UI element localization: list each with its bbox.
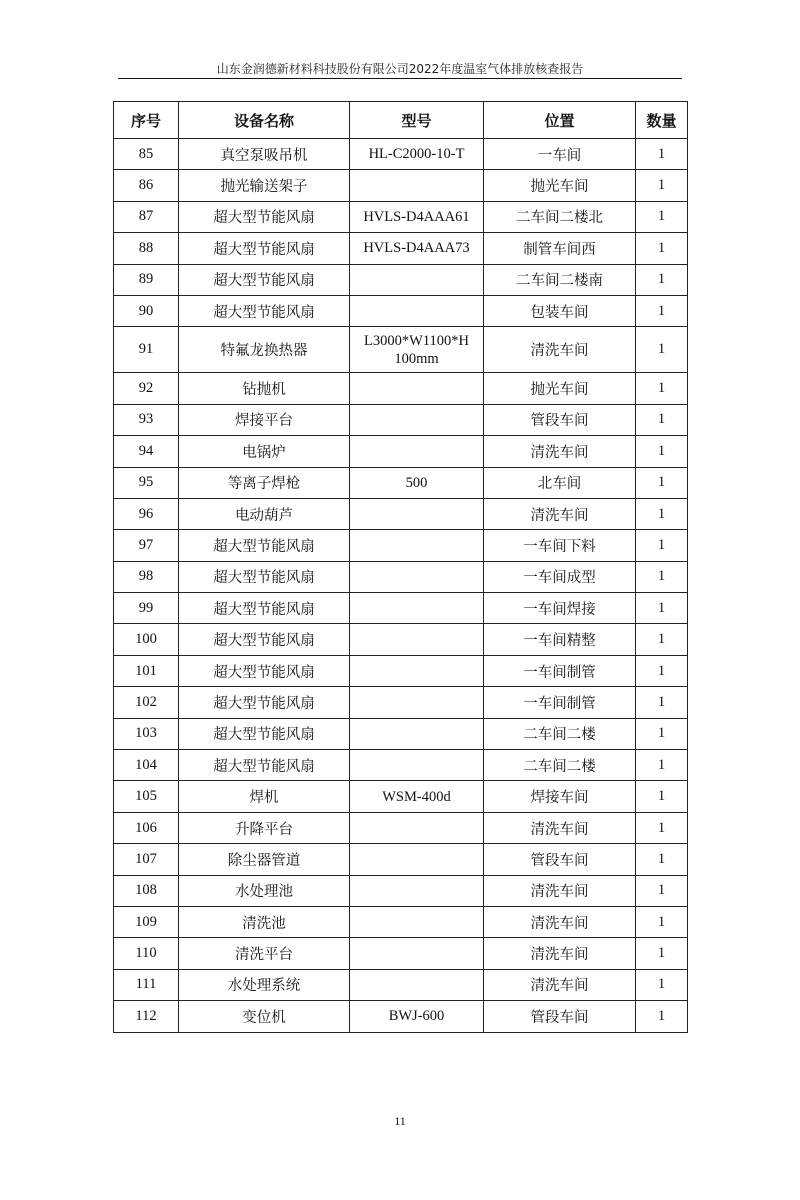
cell-device-name: 电动葫芦: [179, 498, 350, 529]
cell-model: BWJ-600: [350, 1001, 484, 1032]
cell-device-name: 超大型节能风扇: [179, 201, 350, 232]
page-header: 山东金润德新材料科技股份有限公司2022年度温室气体排放核查报告: [216, 62, 584, 76]
table-row: [114, 404, 688, 435]
cell-location: 一车间成型: [484, 561, 636, 592]
cell-model: [350, 561, 484, 592]
cell-index: 92: [114, 373, 179, 404]
table-row: [114, 624, 688, 655]
cell-location: 管段车间: [484, 1001, 636, 1032]
cell-device-name: 超大型节能风扇: [179, 655, 350, 686]
cell-model: [350, 436, 484, 467]
table-row: [114, 938, 688, 969]
cell-model: [350, 655, 484, 686]
column-header-model: 型号: [350, 102, 484, 139]
cell-device-name: 清洗平台: [179, 938, 350, 969]
cell-index: 103: [114, 718, 179, 749]
cell-index: 88: [114, 233, 179, 264]
cell-location: 制管车间西: [484, 233, 636, 264]
table-row: [114, 498, 688, 529]
cell-device-name: 超大型节能风扇: [179, 530, 350, 561]
cell-device-name: 超大型节能风扇: [179, 687, 350, 718]
table-row: [114, 718, 688, 749]
cell-model: [350, 498, 484, 529]
table-row: [114, 467, 688, 498]
cell-model: [350, 750, 484, 781]
cell-quantity: 1: [636, 295, 688, 326]
cell-quantity: 1: [636, 750, 688, 781]
cell-quantity: 1: [636, 687, 688, 718]
cell-device-name: 升降平台: [179, 812, 350, 843]
cell-quantity: 1: [636, 170, 688, 201]
cell-quantity: 1: [636, 938, 688, 969]
cell-location: 抛光车间: [484, 373, 636, 404]
cell-location: 清洗车间: [484, 498, 636, 529]
cell-quantity: 1: [636, 875, 688, 906]
cell-device-name: 超大型节能风扇: [179, 295, 350, 326]
cell-device-name: 清洗池: [179, 906, 350, 937]
column-header-device-name: 设备名称: [179, 102, 350, 139]
table-row: [114, 844, 688, 875]
cell-model: HVLS-D4AAA61: [350, 201, 484, 232]
cell-index: 89: [114, 264, 179, 295]
cell-device-name: 钻抛机: [179, 373, 350, 404]
page-number: 11: [394, 1114, 406, 1128]
cell-index: 100: [114, 624, 179, 655]
cell-quantity: 1: [636, 404, 688, 435]
cell-index: 108: [114, 875, 179, 906]
table-header-row: [114, 102, 688, 139]
table-row: [114, 687, 688, 718]
cell-index: 111: [114, 969, 179, 1000]
table-row: [114, 655, 688, 686]
cell-device-name: 除尘器管道: [179, 844, 350, 875]
cell-location: 包装车间: [484, 295, 636, 326]
cell-location: 一车间制管: [484, 687, 636, 718]
cell-quantity: 1: [636, 1001, 688, 1032]
cell-device-name: 变位机: [179, 1001, 350, 1032]
table-row: [114, 593, 688, 624]
cell-model: [350, 404, 484, 435]
cell-device-name: 等离子焊枪: [179, 467, 350, 498]
cell-location: 一车间制管: [484, 655, 636, 686]
cell-quantity: 1: [636, 624, 688, 655]
cell-device-name: 超大型节能风扇: [179, 750, 350, 781]
cell-model: [350, 844, 484, 875]
cell-device-name: 超大型节能风扇: [179, 233, 350, 264]
cell-location: 清洗车间: [484, 969, 636, 1000]
cell-index: 106: [114, 812, 179, 843]
table-row: [114, 561, 688, 592]
table-row: [114, 1001, 688, 1032]
cell-location: 一车间精整: [484, 624, 636, 655]
cell-device-name: 水处理池: [179, 875, 350, 906]
cell-model: [350, 875, 484, 906]
cell-location: 清洗车间: [484, 327, 636, 373]
cell-quantity: 1: [636, 718, 688, 749]
cell-quantity: 1: [636, 498, 688, 529]
cell-index: 86: [114, 170, 179, 201]
cell-model: [350, 969, 484, 1000]
cell-location: 管段车间: [484, 404, 636, 435]
cell-quantity: 1: [636, 844, 688, 875]
cell-model: WSM-400d: [350, 781, 484, 812]
column-header-location: 位置: [484, 102, 636, 139]
cell-location: 清洗车间: [484, 812, 636, 843]
cell-model: [350, 264, 484, 295]
cell-model: [350, 812, 484, 843]
table-row: [114, 969, 688, 1000]
cell-device-name: 焊机: [179, 781, 350, 812]
cell-index: 87: [114, 201, 179, 232]
cell-index: 112: [114, 1001, 179, 1032]
cell-index: 105: [114, 781, 179, 812]
cell-location: 管段车间: [484, 844, 636, 875]
cell-device-name: 抛光输送架子: [179, 170, 350, 201]
equipment-table: [113, 101, 688, 1033]
table-row: [114, 233, 688, 264]
table-body: [114, 139, 688, 1033]
cell-index: 104: [114, 750, 179, 781]
cell-index: 85: [114, 139, 179, 170]
cell-quantity: 1: [636, 201, 688, 232]
cell-model: HVLS-D4AAA73: [350, 233, 484, 264]
cell-index: 90: [114, 295, 179, 326]
table-row: [114, 170, 688, 201]
cell-location: 清洗车间: [484, 906, 636, 937]
cell-index: 102: [114, 687, 179, 718]
cell-quantity: 1: [636, 264, 688, 295]
header-rule: [118, 78, 682, 79]
cell-index: 97: [114, 530, 179, 561]
cell-device-name: 超大型节能风扇: [179, 561, 350, 592]
cell-quantity: 1: [636, 327, 688, 373]
cell-quantity: 1: [636, 139, 688, 170]
cell-location: 二车间二楼: [484, 718, 636, 749]
table-row: [114, 875, 688, 906]
cell-location: 抛光车间: [484, 170, 636, 201]
cell-model: [350, 170, 484, 201]
cell-location: 一车间焊接: [484, 593, 636, 624]
cell-location: 二车间二楼: [484, 750, 636, 781]
cell-quantity: 1: [636, 530, 688, 561]
cell-model: [350, 624, 484, 655]
table-row: [114, 201, 688, 232]
cell-location: 清洗车间: [484, 436, 636, 467]
cell-index: 101: [114, 655, 179, 686]
cell-index: 94: [114, 436, 179, 467]
cell-device-name: 电锅炉: [179, 436, 350, 467]
cell-index: 96: [114, 498, 179, 529]
cell-location: 焊接车间: [484, 781, 636, 812]
cell-model: [350, 593, 484, 624]
cell-device-name: 超大型节能风扇: [179, 593, 350, 624]
table-row: [114, 906, 688, 937]
cell-location: 二车间二楼北: [484, 201, 636, 232]
column-header-quantity: 数量: [636, 102, 688, 139]
cell-device-name: 焊接平台: [179, 404, 350, 435]
cell-device-name: 水处理系统: [179, 969, 350, 1000]
cell-quantity: 1: [636, 593, 688, 624]
cell-quantity: 1: [636, 906, 688, 937]
column-header-index: 序号: [114, 102, 179, 139]
cell-index: 110: [114, 938, 179, 969]
cell-quantity: 1: [636, 561, 688, 592]
cell-index: 98: [114, 561, 179, 592]
cell-device-name: 特氟龙换热器: [179, 327, 350, 373]
cell-device-name: 超大型节能风扇: [179, 264, 350, 295]
table-row: [114, 295, 688, 326]
cell-model: [350, 718, 484, 749]
cell-device-name: 真空泵吸吊机: [179, 139, 350, 170]
cell-model: [350, 295, 484, 326]
cell-model: [350, 373, 484, 404]
cell-index: 107: [114, 844, 179, 875]
cell-location: 清洗车间: [484, 938, 636, 969]
table-row: [114, 812, 688, 843]
cell-index: 93: [114, 404, 179, 435]
cell-model: [350, 530, 484, 561]
table-row: [114, 750, 688, 781]
cell-location: 二车间二楼南: [484, 264, 636, 295]
cell-model: L3000*W1100*H 100mm: [350, 327, 484, 373]
cell-index: 109: [114, 906, 179, 937]
cell-quantity: 1: [636, 373, 688, 404]
table-row: [114, 436, 688, 467]
cell-index: 95: [114, 467, 179, 498]
table-row: [114, 327, 688, 373]
cell-quantity: 1: [636, 436, 688, 467]
cell-model: [350, 687, 484, 718]
cell-model: [350, 938, 484, 969]
cell-quantity: 1: [636, 781, 688, 812]
cell-index: 91: [114, 327, 179, 373]
cell-quantity: 1: [636, 969, 688, 1000]
table-row: [114, 264, 688, 295]
cell-quantity: 1: [636, 812, 688, 843]
table-row: [114, 139, 688, 170]
cell-location: 清洗车间: [484, 875, 636, 906]
table-row: [114, 530, 688, 561]
cell-model: 500: [350, 467, 484, 498]
cell-index: 99: [114, 593, 179, 624]
cell-location: 北车间: [484, 467, 636, 498]
cell-quantity: 1: [636, 233, 688, 264]
cell-location: 一车间下料: [484, 530, 636, 561]
cell-model: HL-C2000-10-T: [350, 139, 484, 170]
cell-quantity: 1: [636, 655, 688, 686]
cell-device-name: 超大型节能风扇: [179, 718, 350, 749]
table-row: [114, 781, 688, 812]
cell-quantity: 1: [636, 467, 688, 498]
table-row: [114, 373, 688, 404]
cell-location: 一车间: [484, 139, 636, 170]
cell-device-name: 超大型节能风扇: [179, 624, 350, 655]
cell-model: [350, 906, 484, 937]
